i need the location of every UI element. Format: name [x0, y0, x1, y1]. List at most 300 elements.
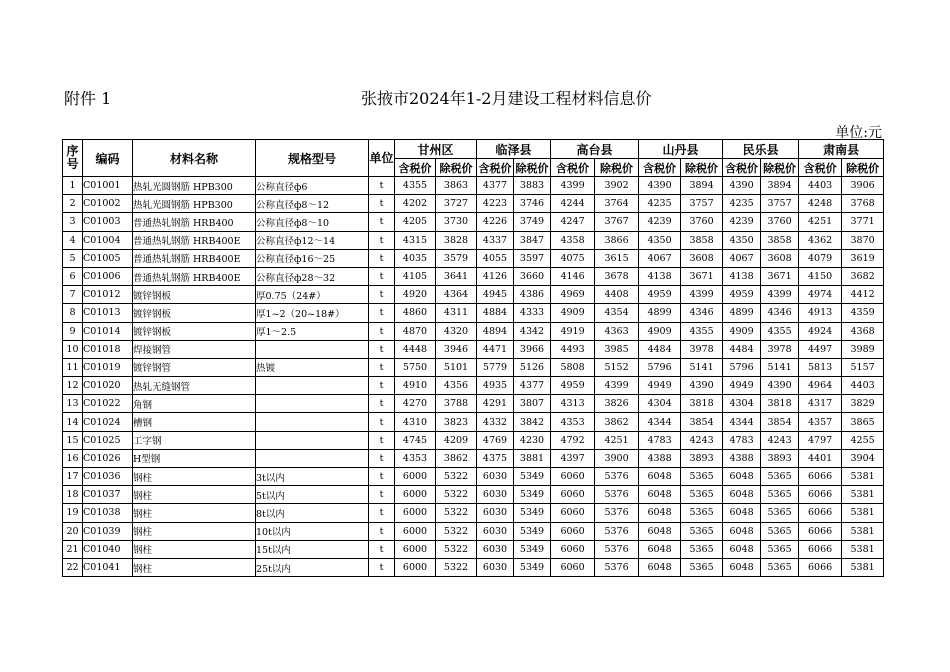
price-tax-excl: 4255: [842, 431, 884, 449]
price-tax-excl: 3902: [595, 177, 639, 195]
price-tax-incl: 6060: [551, 486, 595, 504]
price-tax-excl: 3893: [681, 449, 723, 467]
row-name: 热轧无缝钢管: [133, 377, 256, 395]
table-row: [63, 340, 884, 358]
row-unit: t: [369, 449, 395, 467]
price-tax-excl: 4355: [761, 322, 799, 340]
price-tax-incl: 4969: [551, 286, 595, 304]
row-index: 11: [63, 358, 83, 376]
price-tax-incl: 6000: [395, 522, 436, 540]
price-tax-excl: 4209: [436, 431, 477, 449]
row-index: 4: [63, 231, 83, 249]
price-tax-incl: 4332: [477, 413, 514, 431]
row-code: C01025: [83, 431, 133, 449]
row-index: 19: [63, 504, 83, 522]
row-index: 21: [63, 540, 83, 558]
row-unit: t: [369, 486, 395, 504]
price-tax-incl: 6030: [477, 522, 514, 540]
price-tax-incl: 4792: [551, 431, 595, 449]
price-tax-excl: 3862: [436, 449, 477, 467]
price-tax-excl: 3894: [681, 177, 723, 195]
row-unit: t: [369, 395, 395, 413]
price-tax-excl: 5349: [514, 522, 551, 540]
price-tax-incl: 4075: [551, 249, 595, 267]
table-row: [63, 468, 884, 486]
header-tax-excl: 除税价: [595, 159, 639, 177]
price-tax-excl: 3904: [842, 449, 884, 467]
row-code: C01019: [83, 358, 133, 376]
price-tax-excl: 3966: [514, 340, 551, 358]
header-region: 高台县: [551, 140, 639, 159]
row-spec: [256, 449, 369, 467]
row-code: C01039: [83, 522, 133, 540]
price-tax-excl: 4243: [681, 431, 723, 449]
price-tax-incl: 6048: [639, 468, 681, 486]
row-unit: t: [369, 340, 395, 358]
price-tax-excl: 5349: [514, 558, 551, 576]
price-tax-excl: 3894: [761, 177, 799, 195]
price-tax-incl: 4401: [799, 449, 842, 467]
price-tax-incl: 6066: [799, 504, 842, 522]
table-row: [63, 267, 884, 285]
price-tax-incl: 6066: [799, 558, 842, 576]
price-tax-incl: 4919: [551, 322, 595, 340]
price-tax-excl: 5365: [681, 522, 723, 540]
price-tax-excl: 3829: [842, 395, 884, 413]
table-row: [63, 486, 884, 504]
row-name: 镀锌钢管: [133, 358, 256, 376]
row-code: C01005: [83, 249, 133, 267]
price-tax-incl: 6048: [639, 540, 681, 558]
price-tax-excl: 3746: [514, 195, 551, 213]
price-tax-excl: 3764: [595, 195, 639, 213]
price-tax-excl: 5322: [436, 504, 477, 522]
price-tax-excl: 4230: [514, 431, 551, 449]
price-tax-incl: 4860: [395, 304, 436, 322]
row-name: 焊接钢管: [133, 340, 256, 358]
price-tax-incl: 4350: [639, 231, 681, 249]
price-tax-incl: 4388: [639, 449, 681, 467]
table-row: [63, 322, 884, 340]
row-unit: t: [369, 286, 395, 304]
price-tax-incl: 4304: [723, 395, 761, 413]
row-name: 钢柱: [133, 522, 256, 540]
row-name: 镀锌钢板: [133, 322, 256, 340]
price-tax-excl: 3807: [514, 395, 551, 413]
row-unit: t: [369, 249, 395, 267]
price-tax-excl: 5376: [595, 558, 639, 576]
row-unit: t: [369, 377, 395, 395]
table-row: [63, 213, 884, 231]
price-tax-incl: 4375: [477, 449, 514, 467]
row-spec: 厚1~2（20~18#）: [256, 304, 369, 322]
price-tax-incl: 6048: [723, 468, 761, 486]
price-tax-incl: 4390: [639, 177, 681, 195]
row-spec: 公称直径ф6: [256, 177, 369, 195]
row-spec: 25t以内: [256, 558, 369, 576]
price-tax-incl: 4910: [395, 377, 436, 395]
row-unit: t: [369, 322, 395, 340]
price-tax-incl: 4235: [723, 195, 761, 213]
row-name: 钢柱: [133, 486, 256, 504]
header-tax-excl: 除税价: [842, 159, 884, 177]
price-tax-incl: 5796: [639, 358, 681, 376]
row-unit: t: [369, 522, 395, 540]
price-tax-excl: 3989: [842, 340, 884, 358]
price-tax-incl: 6030: [477, 540, 514, 558]
table-row: [63, 449, 884, 467]
price-tax-incl: 4913: [799, 304, 842, 322]
price-tax-excl: 3760: [681, 213, 723, 231]
price-tax-excl: 3865: [842, 413, 884, 431]
row-code: C01014: [83, 322, 133, 340]
price-tax-incl: 4497: [799, 340, 842, 358]
price-tax-excl: 4399: [761, 286, 799, 304]
price-tax-incl: 4945: [477, 286, 514, 304]
price-tax-excl: 5365: [761, 468, 799, 486]
table-row: [63, 558, 884, 576]
price-tax-incl: 6048: [639, 486, 681, 504]
row-code: C01038: [83, 504, 133, 522]
price-tax-excl: 5365: [681, 486, 723, 504]
price-tax-incl: 4949: [723, 377, 761, 395]
price-tax-incl: 4397: [551, 449, 595, 467]
price-tax-excl: 3682: [842, 267, 884, 285]
price-tax-excl: 5376: [595, 468, 639, 486]
row-spec: 5t以内: [256, 486, 369, 504]
price-tax-excl: 5101: [436, 358, 477, 376]
price-tax-excl: 3641: [436, 267, 477, 285]
price-tax-incl: 4745: [395, 431, 436, 449]
price-tax-incl: 6066: [799, 468, 842, 486]
price-tax-excl: 3866: [595, 231, 639, 249]
row-spec: [256, 413, 369, 431]
row-code: C01022: [83, 395, 133, 413]
price-tax-incl: 4959: [551, 377, 595, 395]
price-tax-incl: 4248: [799, 195, 842, 213]
price-tax-incl: 4484: [723, 340, 761, 358]
price-tax-excl: 4333: [514, 304, 551, 322]
row-index: 16: [63, 449, 83, 467]
price-tax-excl: 5141: [761, 358, 799, 376]
row-code: C01012: [83, 286, 133, 304]
price-tax-excl: 5349: [514, 486, 551, 504]
price-tax-excl: 4346: [681, 304, 723, 322]
price-tax-excl: 3985: [595, 340, 639, 358]
price-tax-incl: 4909: [723, 322, 761, 340]
price-tax-excl: 5157: [842, 358, 884, 376]
row-name: 钢柱: [133, 558, 256, 576]
price-tax-incl: 6048: [723, 540, 761, 558]
price-tax-excl: 4386: [514, 286, 551, 304]
price-tax-excl: 5381: [842, 522, 884, 540]
price-tax-incl: 6048: [639, 522, 681, 540]
row-name: 普通热轧钢筋 HRB400: [133, 213, 256, 231]
price-tax-excl: 5126: [514, 358, 551, 376]
row-spec: 3t以内: [256, 468, 369, 486]
price-tax-excl: 3893: [761, 449, 799, 467]
row-spec: 公称直径ф16～25: [256, 249, 369, 267]
price-tax-excl: 5322: [436, 540, 477, 558]
price-table: [62, 139, 884, 577]
row-name: 热轧光圆钢筋 HPB300: [133, 177, 256, 195]
price-tax-incl: 4239: [639, 213, 681, 231]
price-tax-excl: 3847: [514, 231, 551, 249]
table-row: [63, 395, 884, 413]
row-code: C01026: [83, 449, 133, 467]
price-tax-incl: 6000: [395, 504, 436, 522]
table-row: [63, 377, 884, 395]
row-name: 钢柱: [133, 540, 256, 558]
row-name: 普通热轧钢筋 HRB400E: [133, 249, 256, 267]
price-tax-incl: 4313: [551, 395, 595, 413]
header-region: 山丹县: [639, 140, 723, 159]
price-tax-excl: 3883: [514, 177, 551, 195]
table-body: [63, 177, 884, 577]
price-tax-incl: 4310: [395, 413, 436, 431]
price-tax-excl: 5322: [436, 522, 477, 540]
table-row: [63, 413, 884, 431]
price-tax-excl: 3788: [436, 395, 477, 413]
price-tax-incl: 4355: [395, 177, 436, 195]
price-tax-excl: 3757: [761, 195, 799, 213]
row-spec: 厚1～2.5: [256, 322, 369, 340]
price-tax-incl: 4403: [799, 177, 842, 195]
price-tax-incl: 6060: [551, 540, 595, 558]
price-tax-excl: 3870: [842, 231, 884, 249]
price-tax-excl: 4243: [761, 431, 799, 449]
price-tax-incl: 4138: [723, 267, 761, 285]
row-code: C01036: [83, 468, 133, 486]
price-tax-excl: 4342: [514, 322, 551, 340]
row-name: 镀锌钢板: [133, 304, 256, 322]
price-tax-incl: 4949: [639, 377, 681, 395]
price-tax-excl: 5381: [842, 558, 884, 576]
price-tax-excl: 3768: [842, 195, 884, 213]
table-row: [63, 249, 884, 267]
price-tax-incl: 4959: [639, 286, 681, 304]
row-index: 13: [63, 395, 83, 413]
price-tax-excl: 4251: [595, 431, 639, 449]
price-tax-incl: 4959: [723, 286, 761, 304]
price-tax-incl: 4935: [477, 377, 514, 395]
row-code: C01013: [83, 304, 133, 322]
price-tax-excl: 3671: [761, 267, 799, 285]
price-tax-incl: 6000: [395, 540, 436, 558]
header-name: 材料名称: [133, 140, 256, 177]
price-tax-excl: 5152: [595, 358, 639, 376]
price-tax-excl: 4320: [436, 322, 477, 340]
price-tax-incl: 5750: [395, 358, 436, 376]
row-index: 5: [63, 249, 83, 267]
price-tax-incl: 4909: [639, 322, 681, 340]
row-spec: 公称直径ф28～32: [256, 267, 369, 285]
row-name: 工字钢: [133, 431, 256, 449]
price-tax-excl: 3946: [436, 340, 477, 358]
price-tax-incl: 4239: [723, 213, 761, 231]
unit-label: 单位:元: [835, 125, 882, 141]
row-code: C01003: [83, 213, 133, 231]
price-tax-incl: 6048: [723, 522, 761, 540]
row-name: 钢柱: [133, 504, 256, 522]
price-tax-excl: 5376: [595, 504, 639, 522]
price-tax-excl: 5349: [514, 504, 551, 522]
table-row: [63, 177, 884, 195]
price-tax-incl: 4797: [799, 431, 842, 449]
price-tax-excl: 5349: [514, 468, 551, 486]
row-code: C01002: [83, 195, 133, 213]
price-tax-incl: 4884: [477, 304, 514, 322]
price-tax-incl: 4304: [639, 395, 681, 413]
price-tax-excl: 3608: [681, 249, 723, 267]
row-name: 热轧光圆钢筋 HPB300: [133, 195, 256, 213]
row-unit: t: [369, 540, 395, 558]
price-tax-incl: 4399: [551, 177, 595, 195]
table-row: [63, 504, 884, 522]
price-tax-incl: 6060: [551, 558, 595, 576]
table-row: [63, 540, 884, 558]
header-region: 肃南县: [799, 140, 884, 159]
price-tax-excl: 3978: [681, 340, 723, 358]
price-tax-incl: 6060: [551, 522, 595, 540]
price-tax-incl: 4235: [639, 195, 681, 213]
price-tax-excl: 3749: [514, 213, 551, 231]
row-name: 普通热轧钢筋 HRB400E: [133, 267, 256, 285]
price-tax-incl: 6060: [551, 504, 595, 522]
price-tax-excl: 4356: [436, 377, 477, 395]
row-code: C01006: [83, 267, 133, 285]
row-unit: t: [369, 431, 395, 449]
price-tax-excl: 3678: [595, 267, 639, 285]
row-index: 7: [63, 286, 83, 304]
price-tax-excl: 3854: [761, 413, 799, 431]
price-tax-excl: 3615: [595, 249, 639, 267]
price-tax-incl: 6066: [799, 540, 842, 558]
price-tax-excl: 3619: [842, 249, 884, 267]
row-unit: t: [369, 195, 395, 213]
row-code: C01001: [83, 177, 133, 195]
row-index: 6: [63, 267, 83, 285]
row-code: C01020: [83, 377, 133, 395]
row-index: 1: [63, 177, 83, 195]
row-unit: t: [369, 413, 395, 431]
price-tax-incl: 4974: [799, 286, 842, 304]
price-tax-excl: 5349: [514, 540, 551, 558]
price-tax-incl: 4899: [723, 304, 761, 322]
price-tax-excl: 5365: [761, 558, 799, 576]
price-tax-excl: 5376: [595, 540, 639, 558]
row-code: C01037: [83, 486, 133, 504]
price-tax-excl: 5381: [842, 540, 884, 558]
row-spec: 15t以内: [256, 540, 369, 558]
price-tax-excl: 3760: [761, 213, 799, 231]
table-row: [63, 358, 884, 376]
header-code: 编码: [83, 140, 133, 177]
price-tax-excl: 5376: [595, 486, 639, 504]
price-tax-incl: 4353: [395, 449, 436, 467]
price-tax-excl: 5322: [436, 468, 477, 486]
price-tax-incl: 4358: [551, 231, 595, 249]
price-tax-excl: 3767: [595, 213, 639, 231]
table-row: [63, 286, 884, 304]
price-tax-incl: 4362: [799, 231, 842, 249]
price-tax-excl: 5322: [436, 558, 477, 576]
price-tax-incl: 4205: [395, 213, 436, 231]
row-unit: t: [369, 213, 395, 231]
row-unit: t: [369, 558, 395, 576]
price-tax-incl: 4909: [551, 304, 595, 322]
price-tax-excl: 3842: [514, 413, 551, 431]
row-index: 2: [63, 195, 83, 213]
price-tax-incl: 6000: [395, 558, 436, 576]
row-index: 12: [63, 377, 83, 395]
row-spec: 公称直径ф12～14: [256, 231, 369, 249]
price-tax-incl: 4226: [477, 213, 514, 231]
row-name: 钢柱: [133, 468, 256, 486]
row-spec: 厚0.75（24#）: [256, 286, 369, 304]
price-tax-incl: 4471: [477, 340, 514, 358]
price-tax-incl: 4291: [477, 395, 514, 413]
header-tax-incl: 含税价: [723, 159, 761, 177]
price-tax-incl: 4783: [639, 431, 681, 449]
price-tax-incl: 4924: [799, 322, 842, 340]
price-tax-incl: 6048: [639, 558, 681, 576]
price-tax-incl: 4769: [477, 431, 514, 449]
header-tax-excl: 除税价: [681, 159, 723, 177]
price-tax-excl: 3826: [595, 395, 639, 413]
row-index: 14: [63, 413, 83, 431]
price-tax-excl: 5365: [681, 540, 723, 558]
price-tax-excl: 5381: [842, 468, 884, 486]
row-unit: t: [369, 231, 395, 249]
header-tax-excl: 除税价: [436, 159, 477, 177]
header-tax-incl: 含税价: [799, 159, 842, 177]
price-tax-incl: 4138: [639, 267, 681, 285]
price-tax-excl: 3978: [761, 340, 799, 358]
price-tax-incl: 4388: [723, 449, 761, 467]
price-tax-incl: 6000: [395, 468, 436, 486]
price-tax-incl: 4899: [639, 304, 681, 322]
header-index: 序号: [63, 140, 83, 177]
price-tax-excl: 3660: [514, 267, 551, 285]
price-tax-excl: 3818: [681, 395, 723, 413]
row-index: 18: [63, 486, 83, 504]
price-tax-incl: 5813: [799, 358, 842, 376]
price-tax-excl: 4311: [436, 304, 477, 322]
price-tax-excl: 5322: [436, 486, 477, 504]
price-tax-incl: 4126: [477, 267, 514, 285]
row-name: 槽钢: [133, 413, 256, 431]
price-tax-incl: 6048: [723, 558, 761, 576]
row-index: 8: [63, 304, 83, 322]
price-tax-incl: 6030: [477, 558, 514, 576]
price-tax-incl: 4357: [799, 413, 842, 431]
row-spec: 公称直径ф8～10: [256, 213, 369, 231]
table-row: [63, 304, 884, 322]
row-unit: t: [369, 177, 395, 195]
price-tax-incl: 5796: [723, 358, 761, 376]
header-tax-excl: 除税价: [514, 159, 551, 177]
price-tax-excl: 5365: [761, 486, 799, 504]
row-index: 15: [63, 431, 83, 449]
price-tax-incl: 4067: [639, 249, 681, 267]
price-tax-excl: 3862: [595, 413, 639, 431]
price-tax-incl: 4350: [723, 231, 761, 249]
row-name: 角钢: [133, 395, 256, 413]
price-tax-incl: 6060: [551, 468, 595, 486]
row-index: 3: [63, 213, 83, 231]
price-tax-excl: 3727: [436, 195, 477, 213]
